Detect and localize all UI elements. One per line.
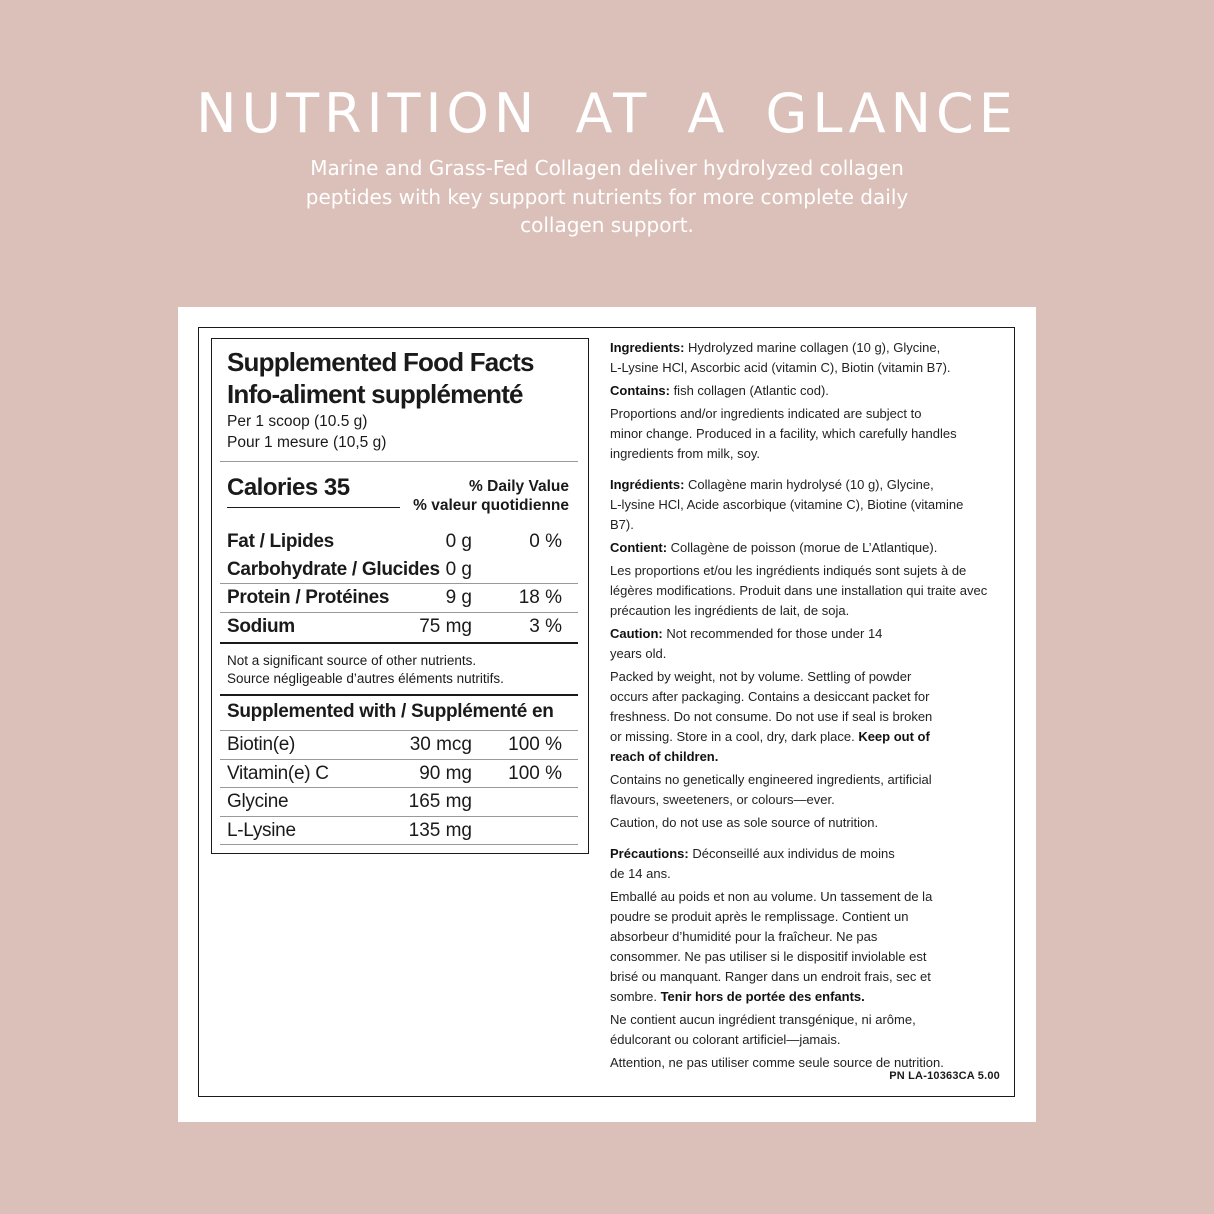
ingredients-text: Collagène marin hydrolysé (10 g), Glycine, xyxy=(684,477,934,492)
text-line: de 14 ans. xyxy=(610,866,671,881)
facts-title-fr: Info-aliment supplémenté xyxy=(227,379,523,409)
text-line: sombre. xyxy=(610,989,661,1004)
packing-en xyxy=(610,667,990,767)
contains-fr xyxy=(610,538,990,558)
ingredients-text: L-Lysine HCl, Ascorbic acid (vitamin C), Biotin (vitamin B7). xyxy=(610,360,951,375)
text-line: poudre se produit après le remplissage. Contient un xyxy=(610,909,909,924)
text-line: minor change. Produced in a facility, which carefully handles xyxy=(610,426,957,441)
supplement-amount: 90 mg xyxy=(419,762,472,784)
nutrient-amount: 0 g xyxy=(445,531,472,552)
warning-text: reach of children. xyxy=(610,749,719,764)
nutrient-dv: 0 % xyxy=(529,531,562,552)
nutrient-row-protein xyxy=(220,584,578,612)
nutrient-row-sodium xyxy=(220,613,578,641)
serving-size-en: Per 1 scoop (10.5 g) xyxy=(227,413,368,430)
label-card xyxy=(178,307,1036,1122)
nutrient-name: Protein / Protéines xyxy=(227,587,390,608)
text-line: Les proportions et/ou les ingrédients indiqués sont sujets à de xyxy=(610,563,967,578)
text-line: or missing. Store in a cool, dry, dark place. xyxy=(610,729,859,744)
caution-label: Caution: xyxy=(610,626,663,641)
text-line: Emballé au poids et non au volume. Un tassement de la xyxy=(610,889,933,904)
sole-source-en xyxy=(610,813,990,833)
text-line: Proportions and/or ingredients indicated are subject to xyxy=(610,406,922,421)
serving-size-fr: Pour 1 mesure (10,5 g) xyxy=(227,434,387,451)
nutrient-name: Fat / Lipides xyxy=(227,531,334,552)
nutrient-amount: 9 g xyxy=(445,587,472,608)
nutrient-name: Carbohydrate / Glucides xyxy=(227,558,440,580)
proportions-en xyxy=(610,404,990,464)
daily-value-en: % Daily Value xyxy=(469,478,569,495)
part-number: PN LA-10363CA 5.00 xyxy=(889,1070,1000,1082)
warning-text: Tenir hors de portée des enfants. xyxy=(660,989,865,1004)
text-line: absorbeur d’humidité pour la fraîcheur. Ne pas xyxy=(610,929,878,944)
supplement-name: Vitamin(e) C xyxy=(227,762,329,784)
caution-label: Précautions: xyxy=(610,846,689,861)
supplement-amount: 165 mg xyxy=(408,791,472,812)
supplement-dv: 100 % xyxy=(508,734,562,755)
ingredients-en xyxy=(610,338,990,378)
ingredients-label: Ingredients: xyxy=(610,340,685,355)
text-line: Attention, ne pas utiliser comme seule source de nutrition. xyxy=(610,1055,944,1070)
page-title: NUTRITION AT A GLANCE xyxy=(196,82,1018,145)
contains-label: Contains: xyxy=(610,383,670,398)
nutrient-note-en: Not a significant source of other nutrients. xyxy=(227,653,477,668)
text-line: ingredients from milk, soy. xyxy=(610,446,761,461)
nutrient-row-carbohydrate xyxy=(220,556,578,584)
text-line: Ne contient aucun ingrédient transgénique, ni arôme, xyxy=(610,1012,916,1027)
label-frame xyxy=(198,327,1015,1097)
supplement-amount: 30 mcg xyxy=(409,734,472,755)
text-line: occurs after packaging. Contains a desiccant packet for xyxy=(610,689,930,704)
nutrient-note-fr: Source négligeable d’autres éléments nutritifs. xyxy=(227,671,504,686)
text-line: Caution, do not use as sole source of nutrition. xyxy=(610,815,879,830)
supplement-name: Glycine xyxy=(227,791,289,812)
text-line: légères modifications. Produit dans une installation qui traite avec xyxy=(610,583,988,598)
supplement-amount: 135 mg xyxy=(408,819,472,841)
label-text-column xyxy=(610,338,990,1076)
ingredients-label: Ingrédients: xyxy=(610,477,685,492)
supplement-name: L-Lysine xyxy=(227,819,296,841)
supplement-row-glycine xyxy=(220,788,578,817)
proportions-fr xyxy=(610,561,990,621)
text-line: précaution les ingrédients de lait, de soja. xyxy=(610,603,850,618)
caution-fr xyxy=(610,844,990,884)
contains-text: Collagène de poisson (morue de L’Atlantique). xyxy=(667,540,938,555)
supplement-row-l-lysine xyxy=(220,817,578,846)
text-line: consommer. Ne pas utiliser si le dispositif inviolable est xyxy=(610,949,927,964)
contains-label: Contient: xyxy=(610,540,668,555)
text-line: édulcorant ou colorant artificiel—jamais. xyxy=(610,1032,841,1047)
nutrient-dv: 3 % xyxy=(529,615,562,637)
packing-fr xyxy=(610,887,990,1007)
divider xyxy=(220,461,578,462)
text-line: brisé ou manquant. Ranger dans un endroit frais, sec et xyxy=(610,969,931,984)
text-line: Not recommended for those under 14 xyxy=(662,626,883,641)
calories-underline xyxy=(227,507,400,508)
nutrient-dv: 18 % xyxy=(518,587,562,608)
text-line: freshness. Do not consume. Do not use if seal is broken xyxy=(610,709,933,724)
ingredients-fr xyxy=(610,475,990,535)
nutrient-note xyxy=(227,644,578,694)
nutrient-amount: 0 g xyxy=(445,558,472,580)
page-subtitle: Marine and Grass-Fed Collagen deliver hydrolyzed collagen peptides with key support nutrients for more complete daily collagen support. xyxy=(305,156,909,237)
daily-value-header xyxy=(413,477,569,515)
gmo-fr xyxy=(610,1010,990,1050)
serving-size xyxy=(227,411,578,453)
text-line: flavours, sweeteners, or colours—ever. xyxy=(610,792,835,807)
text-line: Contains no genetically engineered ingredients, artificial xyxy=(610,772,932,787)
facts-title xyxy=(227,346,578,410)
nutrition-facts-panel xyxy=(211,338,589,854)
nutrient-name: Sodium xyxy=(227,615,295,637)
calories-block xyxy=(220,469,578,519)
text-line: Packed by weight, not by volume. Settling of powder xyxy=(610,669,912,684)
contains-text: fish collagen (Atlantic cod). xyxy=(669,383,829,398)
ingredients-text: L-lysine HCl, Acide ascorbique (vitamine C), Biotine (vitamine B7). xyxy=(610,497,964,532)
daily-value-fr: % valeur quotidienne xyxy=(413,497,569,514)
warning-text: Keep out of xyxy=(858,729,930,744)
nutrient-amount: 75 mg xyxy=(419,615,472,637)
ingredients-text: Hydrolyzed marine collagen (10 g), Glycine, xyxy=(684,340,941,355)
nutrient-row-fat xyxy=(220,528,578,556)
facts-title-en: Supplemented Food Facts xyxy=(227,347,534,377)
supplement-name: Biotin(e) xyxy=(227,734,296,755)
text-line: years old. xyxy=(610,646,667,661)
contains-en xyxy=(610,381,990,401)
supplement-dv: 100 % xyxy=(508,762,562,784)
supplement-row-vitamin-c xyxy=(220,760,578,789)
gmo-en xyxy=(610,770,990,810)
supplemented-heading: Supplemented with / Supplémenté en xyxy=(227,701,554,722)
caution-en xyxy=(610,624,990,664)
text-line: Déconseillé aux individus de moins xyxy=(688,846,895,861)
supplement-row-biotin xyxy=(220,731,578,760)
calories-label: Calories 35 xyxy=(227,474,350,501)
